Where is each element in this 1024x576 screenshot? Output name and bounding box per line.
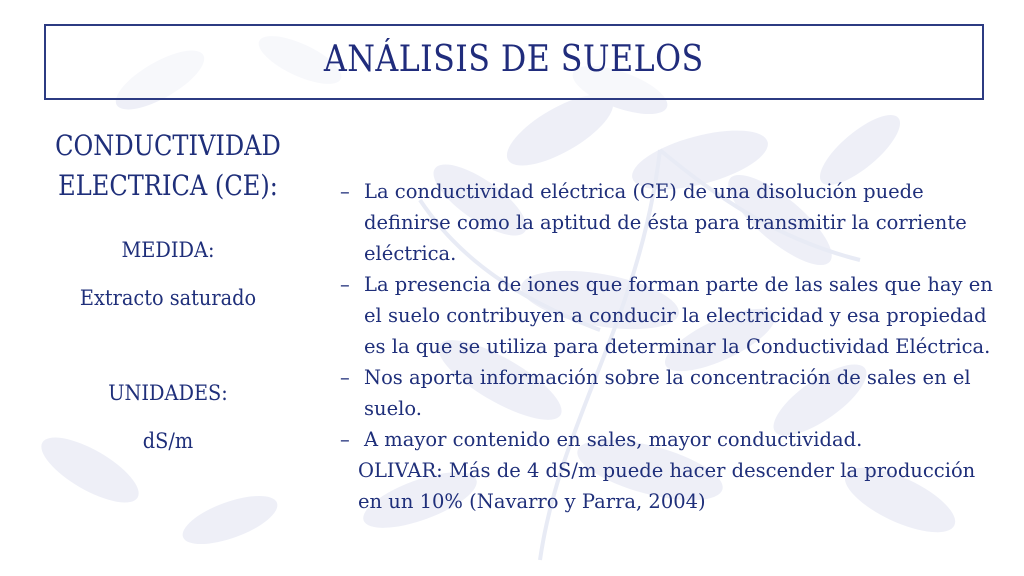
list-item xyxy=(338,424,998,455)
olivar-note: OLIVAR: Más de 4 dS/m puede hacer descender la producción en un 10% (Navarro y Parra, 2004) xyxy=(358,459,976,513)
unidades-value: dS/m xyxy=(142,429,194,453)
medida-label: MEDIDA: xyxy=(121,238,215,262)
unidades-label: UNIDADES: xyxy=(108,381,228,405)
list-item-text: A mayor contenido en sales, mayor conductividad. xyxy=(364,428,863,451)
dash-bullet: – xyxy=(340,366,350,389)
list-item-text: Nos aporta información sobre la concentración de sales en el suelo. xyxy=(364,366,971,420)
section-heading-line1: CONDUCTIVIDAD xyxy=(55,129,281,162)
list-item xyxy=(338,176,998,269)
list-item-text: La presencia de iones que forman parte de las sales que hay en el suelo contribuyen a conducir la electricidad y esa propiedad es la que se utiliza para determinar la Conductividad Eléctrica. xyxy=(364,273,993,358)
list-item xyxy=(338,362,998,424)
right-column xyxy=(338,176,998,517)
left-column xyxy=(18,126,318,453)
bullet-list xyxy=(338,176,998,455)
dash-bullet: – xyxy=(340,273,350,296)
list-item xyxy=(338,269,998,362)
list-item-text: La conductividad eléctrica (CE) de una disolución puede definirse como la aptitud de ésta para transmitir la corriente eléctrica. xyxy=(364,180,967,265)
title-box xyxy=(44,24,984,100)
section-heading-line2: ELECTRICA (CE): xyxy=(58,169,278,202)
dash-bullet: – xyxy=(340,428,350,451)
medida-value: Extracto saturado xyxy=(79,286,257,310)
dash-bullet: – xyxy=(340,180,350,203)
page-title: ANÁLISIS DE SUELOS xyxy=(324,38,704,80)
